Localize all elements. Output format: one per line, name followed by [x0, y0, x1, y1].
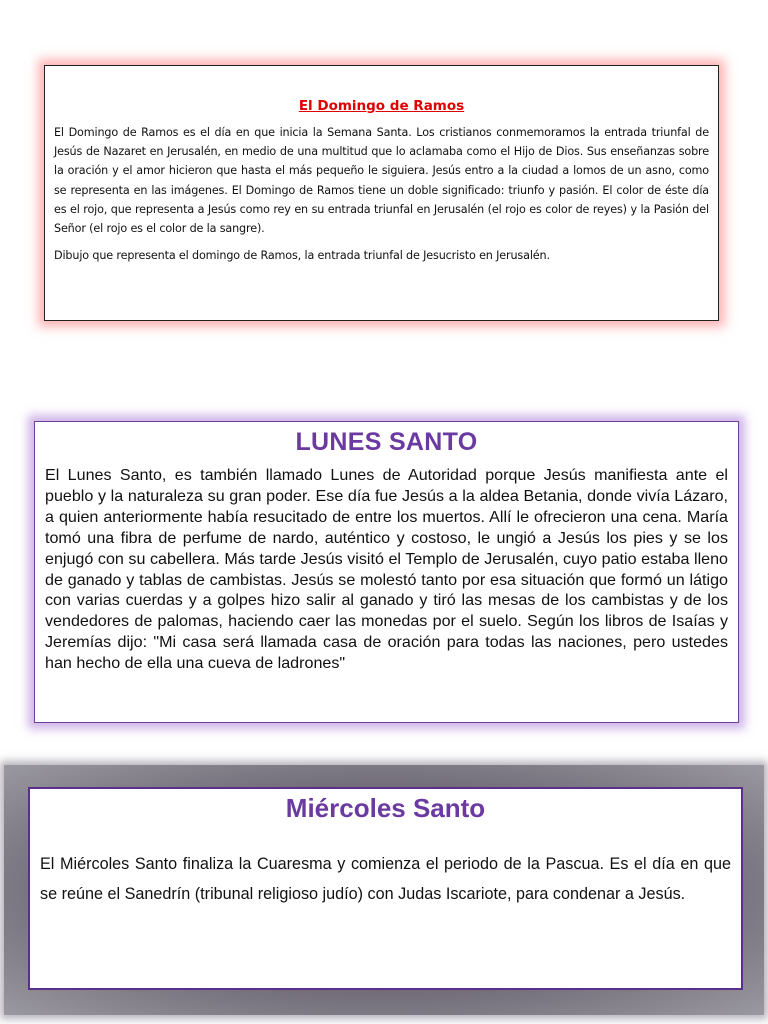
- miercoles-santo-title: Miércoles Santo: [285, 793, 486, 823]
- domingo-de-ramos-box: [44, 65, 719, 321]
- miercoles-santo-paragraph: El Miércoles Santo finaliza la Cuaresma y comienza el periodo de la Pascua. Es el día en que se reúne el Sanedrín (tribunal religioso judío) con Judas Iscariote, para condenar a Jesús.: [40, 855, 731, 903]
- domingo-de-ramos-caption: Dibujo que representa el domingo de Ramos, la entrada triunfal de Jesucristo en Jerusalén.: [54, 249, 550, 263]
- domingo-de-ramos-paragraph: El Domingo de Ramos es el día en que inicia la Semana Santa. Los cristianos conmemoramos la entrada triunfal de Jesús de Nazaret en Jerusalén, en medio de una multitud que lo aclamaba como el Hijo de Dios. Sus enseñanzas sobre la oración y el amor hicieron que hasta el más pequeño le siguiera. Jesús entro a la ciudad a lomos de un asno, como se representa en las imágenes. El Domingo de Ramos tiene un doble significado: triunfo y pasión. El color de éste día es el rojo, que representa a Jesús como rey en su entrada triunfal en Jerusalén (el rojo es color de reyes) y la Pasión del Señor (el rojo es el color de la sangre).: [54, 126, 709, 236]
- lunes-santo-paragraph: El Lunes Santo, es también llamado Lunes de Autoridad porque Jesús manifiesta ante el pueblo y la naturaleza su gran poder. Ese día fue Jesús a la aldea Betania, donde vivía Lázaro, a quien anteriormente había resucitado de entre los muertos. Allí le ofrecieron una cena. María tomó una fibra de perfume de nardo, auténtico y costoso, le ungió a Jesús los pies y se los enjugó con su cabellera. Más tarde Jesús visitó el Templo de Jerusalén, cuyo patio estaba lleno de ganado y tablas de cambistas. Jesús se molestó tanto por esa situación que formó un látigo con varias cuerdas y a golpes hizo salir al ganado y tiró las mesas de los cambistas y de los vendedores de palomas, haciendo caer las monedas por el suelo. Según los libros de Isaías y Jeremías dijo: "Mi casa será llamada casa de oración para todas las naciones, pero ustedes han hecho de ella una cueva de ladrones": [45, 466, 728, 673]
- miercoles-santo-box: [28, 787, 743, 990]
- lunes-santo-box: [34, 421, 739, 723]
- lunes-santo-title: LUNES SANTO: [295, 428, 478, 456]
- domingo-de-ramos-title: El Domingo de Ramos: [298, 98, 465, 114]
